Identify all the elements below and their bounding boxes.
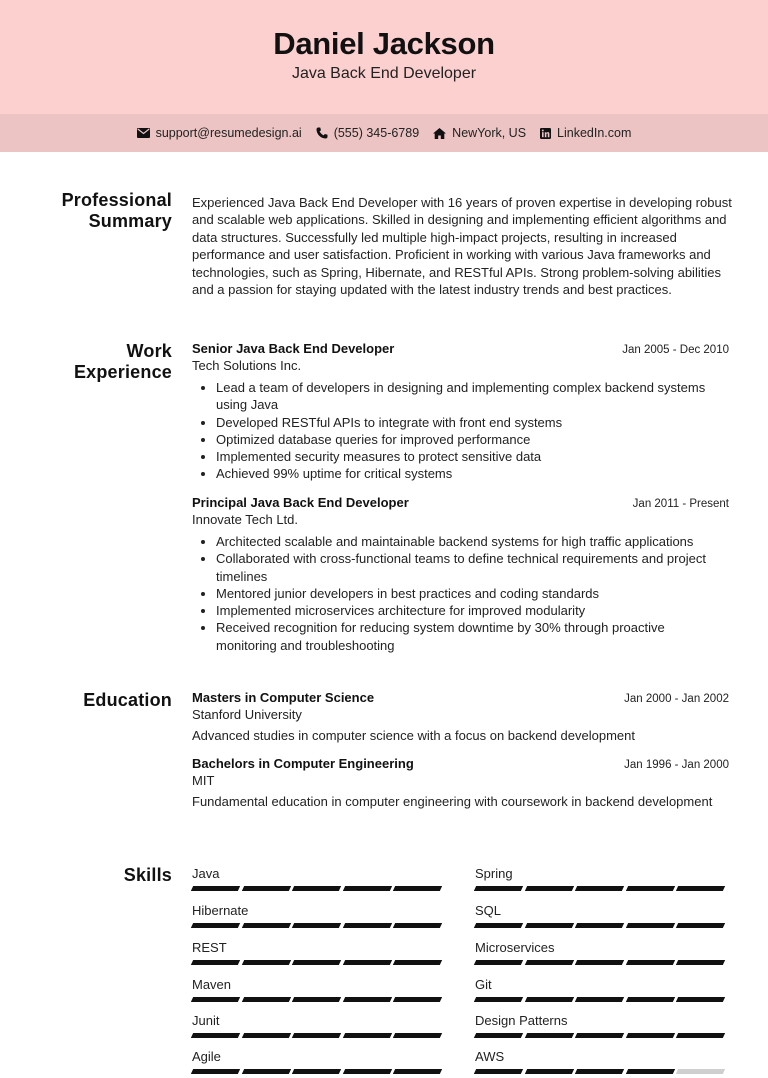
skill-segment-filled bbox=[524, 1033, 574, 1038]
skill-segment-filled bbox=[676, 1033, 726, 1038]
skill-segment-filled bbox=[292, 886, 342, 891]
skill-segment-filled bbox=[241, 886, 291, 891]
job-bullet: • Implemented security measures to protect sensitive data bbox=[216, 448, 729, 465]
job-bullet: • Optimized database queries for improved performance bbox=[216, 431, 729, 448]
section-title-skills: Skills bbox=[123, 865, 172, 885]
skill-segment-filled bbox=[191, 1069, 241, 1074]
skill-name: Spring bbox=[475, 866, 513, 881]
job-bullets bbox=[192, 379, 729, 483]
job-header bbox=[192, 495, 729, 510]
school-name: Stanford University bbox=[192, 707, 302, 722]
skill-segment-filled bbox=[524, 997, 574, 1002]
phone-text: (555) 345-6789 bbox=[333, 126, 420, 140]
skill-segment-filled bbox=[575, 960, 625, 965]
skill-segment-filled bbox=[676, 886, 726, 891]
skill-segment-filled bbox=[626, 997, 676, 1002]
skill-segment-filled bbox=[626, 886, 676, 891]
skill-name: Design Patterns bbox=[475, 1013, 568, 1028]
education-header bbox=[192, 756, 729, 771]
job-title: Senior Java Back End Developer bbox=[192, 341, 395, 356]
skill-segment-filled bbox=[343, 997, 393, 1002]
job-bullet: • Implemented microservices architecture for improved modularity bbox=[216, 602, 729, 619]
skill-segment-filled bbox=[474, 923, 524, 928]
skill-item bbox=[192, 977, 445, 1002]
skill-segment-filled bbox=[191, 923, 241, 928]
email-text: support@resumedesign.ai bbox=[155, 126, 302, 140]
skill-segment-filled bbox=[191, 960, 241, 965]
skill-segment-filled bbox=[241, 997, 291, 1002]
skill-level-bar bbox=[475, 997, 728, 1002]
skill-segment-filled bbox=[474, 886, 524, 891]
skill-segment-filled bbox=[393, 1069, 443, 1074]
education-date: Jan 1996 - Jan 2000 bbox=[624, 759, 729, 771]
education-entry bbox=[192, 690, 729, 743]
skill-segment-filled bbox=[676, 960, 726, 965]
location-text: NewYork, US bbox=[452, 126, 527, 140]
skill-name: Microservices bbox=[475, 940, 555, 955]
skill-name: SQL bbox=[475, 903, 502, 918]
skill-segment-filled bbox=[524, 960, 574, 965]
skill-item bbox=[192, 940, 445, 965]
education-description: Fundamental education in computer engineering with coursework in backend development bbox=[192, 794, 713, 809]
skill-item bbox=[192, 1013, 445, 1038]
skill-level-bar bbox=[192, 886, 445, 891]
job-entry bbox=[192, 495, 729, 654]
job-title: Principal Java Back End Developer bbox=[192, 495, 409, 510]
job-bullets bbox=[192, 533, 729, 654]
education-description: Advanced studies in computer science with a focus on backend development bbox=[192, 728, 635, 743]
skill-item bbox=[192, 1049, 445, 1074]
candidate-role: Java Back End Developer bbox=[291, 65, 477, 82]
skill-segment-filled bbox=[343, 1033, 393, 1038]
phone-icon bbox=[316, 127, 328, 139]
skill-name: REST bbox=[192, 940, 227, 955]
contact-location bbox=[433, 126, 526, 140]
skill-segment-filled bbox=[393, 997, 443, 1002]
skill-item bbox=[475, 1049, 728, 1074]
skill-name: Maven bbox=[192, 977, 232, 992]
skill-level-bar bbox=[192, 997, 445, 1002]
skill-name: AWS bbox=[475, 1049, 505, 1064]
skill-segment-filled bbox=[292, 1033, 342, 1038]
job-header bbox=[192, 341, 729, 356]
skill-segment-filled bbox=[292, 923, 342, 928]
summary-text: Experienced Java Back End Developer with 16 years of proven expertise in developing robust and scalable web applications. Skilled in designing and implementing efficient algorithms and data structures. Successfully led multiple high-impact projects, resulting in increased performance and user satisfaction. Proficient in working with various Java frameworks and technologies, such as Spring, Hibernate, and RESTful APIs. Strong problem-solving abilities and a passion for staying updated with the latest industry trends and best practices. bbox=[192, 195, 732, 298]
skill-segment-filled bbox=[393, 886, 443, 891]
job-bullet: • Lead a team of developers in designing and implementing complex backend systems using Java bbox=[216, 379, 729, 414]
skill-segment-filled bbox=[292, 1069, 342, 1074]
skill-segment-filled bbox=[575, 997, 625, 1002]
skill-segment-filled bbox=[393, 923, 443, 928]
linkedin-icon bbox=[540, 128, 551, 139]
contact-phone[interactable] bbox=[316, 126, 419, 140]
skill-segment-filled bbox=[474, 997, 524, 1002]
skill-segment-filled bbox=[191, 886, 241, 891]
skill-name: Hibernate bbox=[192, 903, 249, 918]
home-icon bbox=[433, 128, 446, 139]
education-header bbox=[192, 690, 729, 705]
skill-level-bar bbox=[192, 960, 445, 965]
skill-name: Git bbox=[475, 977, 492, 992]
skill-item bbox=[475, 903, 728, 928]
skill-item bbox=[475, 940, 728, 965]
job-date: Jan 2005 - Dec 2010 bbox=[622, 344, 729, 356]
job-company: Tech Solutions Inc. bbox=[192, 358, 302, 373]
skill-item bbox=[192, 866, 445, 891]
education-date: Jan 2000 - Jan 2002 bbox=[624, 693, 729, 705]
skill-segment-empty bbox=[676, 1069, 726, 1074]
skill-level-bar bbox=[475, 960, 728, 965]
skill-segment-filled bbox=[626, 960, 676, 965]
skill-segment-filled bbox=[241, 1033, 291, 1038]
linkedin-text: LinkedIn.com bbox=[557, 126, 632, 140]
skill-level-bar bbox=[192, 1069, 445, 1074]
job-entry bbox=[192, 341, 729, 483]
skill-segment-filled bbox=[575, 886, 625, 891]
skill-segment-filled bbox=[626, 923, 676, 928]
job-bullet: • Mentored junior developers in best practices and coding standards bbox=[216, 585, 729, 602]
skill-segment-filled bbox=[292, 960, 342, 965]
job-bullet: • Achieved 99% uptime for critical systems bbox=[216, 465, 729, 482]
job-bullet: • Received recognition for reducing system downtime by 30% through proactive monitoring and troubleshooting bbox=[216, 619, 729, 654]
skill-segment-filled bbox=[241, 1069, 291, 1074]
job-bullet: • Architected scalable and maintainable backend systems for high traffic applications bbox=[216, 533, 729, 550]
skill-segment-filled bbox=[676, 997, 726, 1002]
skill-segment-filled bbox=[626, 1069, 676, 1074]
candidate-name: Daniel Jackson bbox=[273, 26, 495, 61]
education-entry bbox=[192, 756, 729, 809]
skill-segment-filled bbox=[191, 1033, 241, 1038]
skill-item bbox=[475, 866, 728, 891]
resume-header bbox=[0, 0, 768, 114]
skill-segment-filled bbox=[191, 997, 241, 1002]
skill-segment-filled bbox=[626, 1033, 676, 1038]
skill-segment-filled bbox=[474, 1033, 524, 1038]
section-title-summary: Professional Summary bbox=[61, 190, 172, 231]
skill-name: Agile bbox=[192, 1049, 221, 1064]
skill-segment-filled bbox=[575, 1069, 625, 1074]
skill-segment-filled bbox=[474, 1069, 524, 1074]
degree-title: Bachelors in Computer Engineering bbox=[192, 756, 414, 771]
job-date: Jan 2011 - Present bbox=[632, 498, 729, 510]
contact-bar bbox=[0, 114, 768, 152]
skill-level-bar bbox=[192, 923, 445, 928]
skill-segment-filled bbox=[393, 960, 443, 965]
skill-segment-filled bbox=[343, 960, 393, 965]
contact-linkedin[interactable] bbox=[540, 126, 631, 140]
envelope-icon bbox=[137, 128, 150, 138]
skill-segment-filled bbox=[241, 960, 291, 965]
skill-segment-filled bbox=[343, 923, 393, 928]
degree-title: Masters in Computer Science bbox=[192, 690, 375, 705]
skill-segment-filled bbox=[524, 886, 574, 891]
skill-segment-filled bbox=[292, 997, 342, 1002]
skill-segment-filled bbox=[575, 1033, 625, 1038]
job-bullet: • Collaborated with cross-functional teams to define technical requirements and project timelines bbox=[216, 550, 729, 585]
skill-segment-filled bbox=[241, 923, 291, 928]
skill-level-bar bbox=[475, 886, 728, 891]
skill-segment-filled bbox=[393, 1033, 443, 1038]
skill-item bbox=[192, 903, 445, 928]
section-title-education: Education bbox=[83, 690, 172, 710]
school-name: MIT bbox=[192, 773, 215, 788]
skill-segment-filled bbox=[575, 923, 625, 928]
skill-name: Java bbox=[192, 866, 220, 881]
contact-email[interactable] bbox=[137, 126, 302, 140]
skill-segment-filled bbox=[676, 923, 726, 928]
skill-level-bar bbox=[475, 1069, 728, 1074]
skill-level-bar bbox=[192, 1033, 445, 1038]
skill-segment-filled bbox=[343, 886, 393, 891]
skill-level-bar bbox=[475, 1033, 728, 1038]
skill-item bbox=[475, 1013, 728, 1038]
job-bullet: • Developed RESTful APIs to integrate with front end systems bbox=[216, 414, 729, 431]
section-title-experience: Work Experience bbox=[73, 341, 172, 382]
skill-segment-filled bbox=[524, 923, 574, 928]
job-company: Innovate Tech Ltd. bbox=[192, 512, 299, 527]
skill-segment-filled bbox=[474, 960, 524, 965]
skill-segment-filled bbox=[343, 1069, 393, 1074]
skill-segment-filled bbox=[524, 1069, 574, 1074]
skill-level-bar bbox=[475, 923, 728, 928]
skill-name: Junit bbox=[192, 1013, 220, 1028]
skill-item bbox=[475, 977, 728, 1002]
